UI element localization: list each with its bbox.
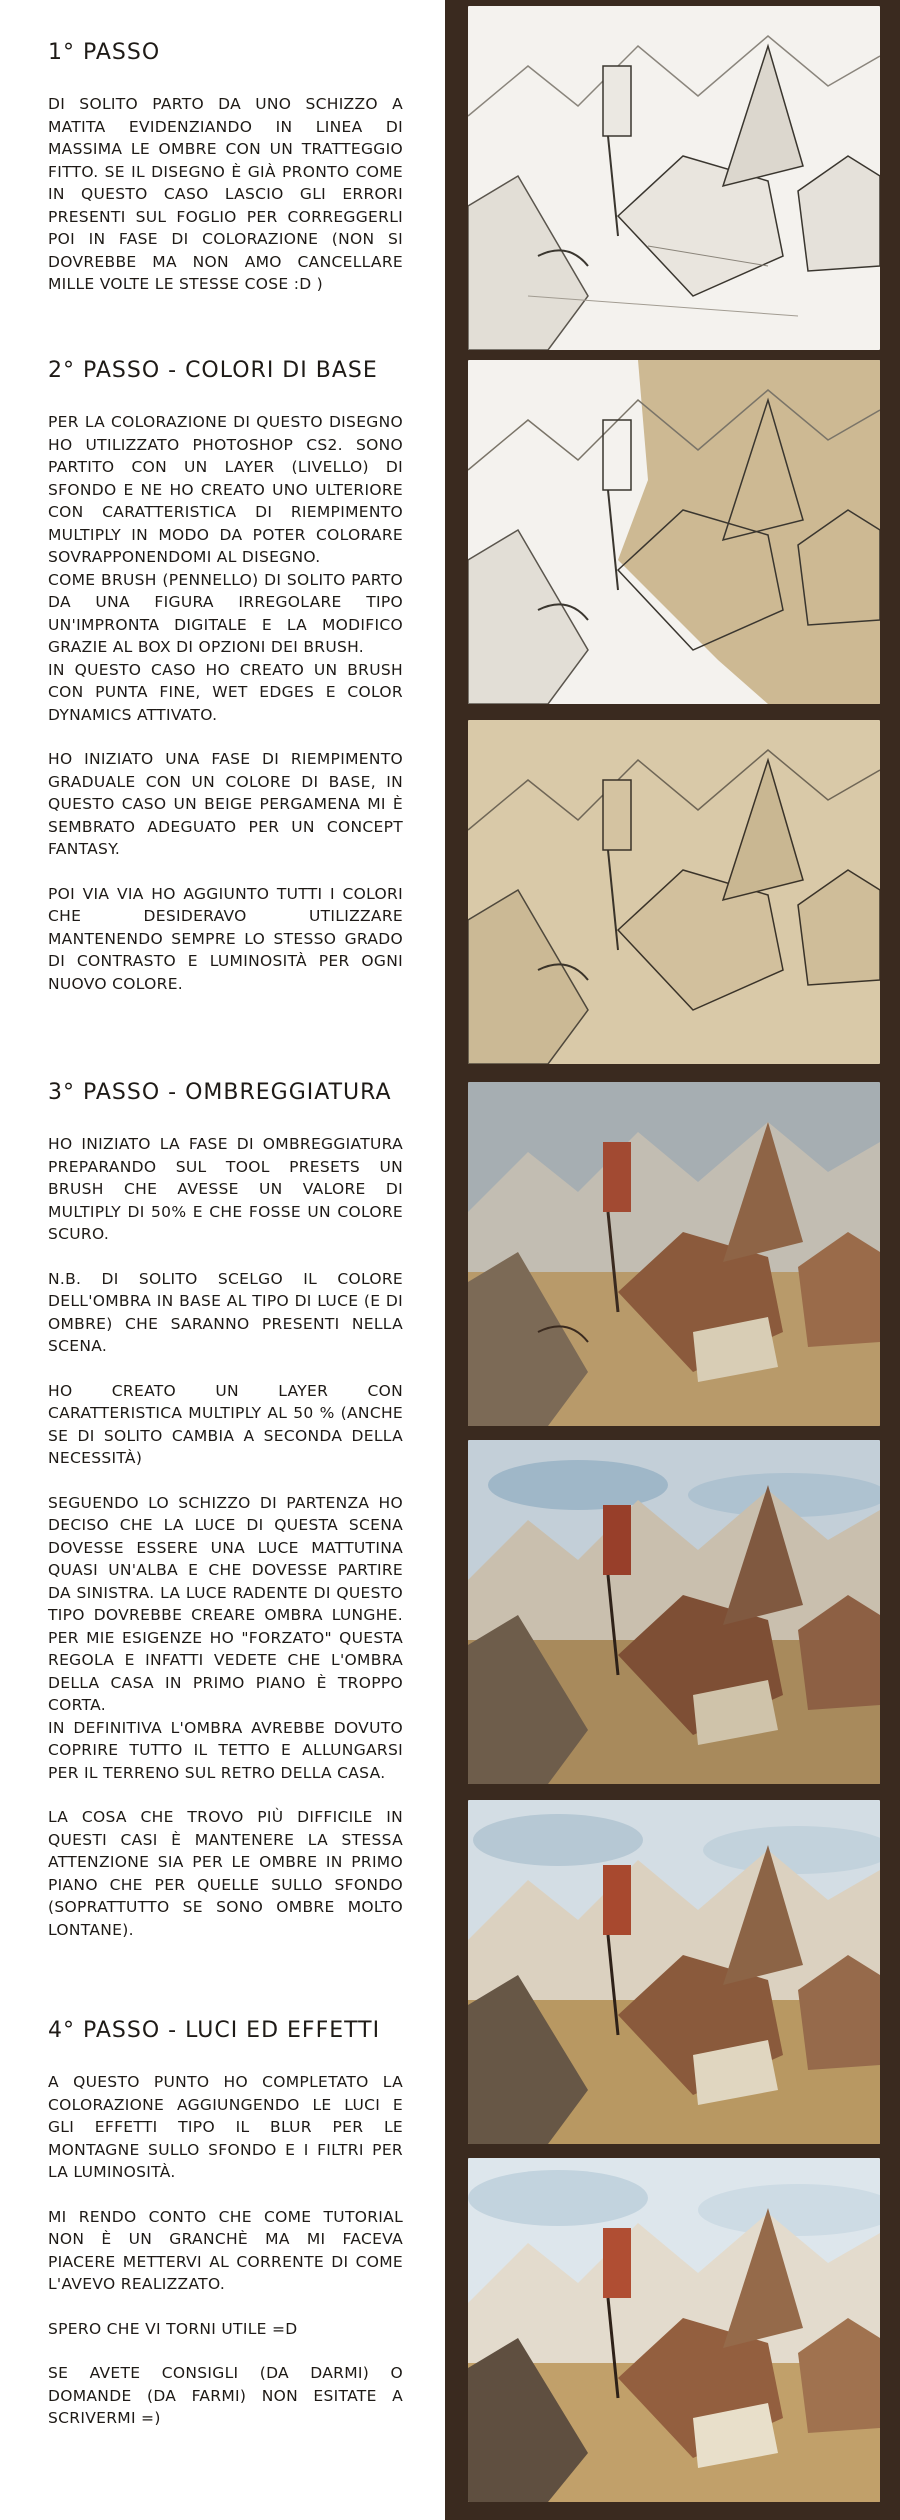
section-paragraph: LA COSA CHE TROVO PIÙ DIFFICILE IN QUESTI CASI È MANTENERE LA STESSA ATTENZIONE SIA PER LE OMBRE IN PRIMO PIANO CHE PER QUELLE SULLO SFONDO (SOPRATTUTTO SE SONO OMBRE MOLTO LONTANE). (48, 1808, 403, 1939)
progress-image-column (445, 0, 900, 2520)
section-paragraph: PER LA COLORAZIONE DI QUESTO DISEGNO HO UTILIZZATO PHOTOSHOP CS2. SONO PARTITO CON UN LAYER (LIVELLO) DI SFONDO E NE HO CREATO UNO ULTERIORE CON CARATTERISTICA DI RIEMPIMENTO MULTIPLY IN MODO DA POTER COLORARE SOVRAPPONENDOMI AL DISEGNO. COME BRUSH (PENNELLO) DI SOLITO PARTO DA UNA FIGURA IRREGOLARE TIPO UN'IMPRONTA DIGITALE E LA MODIFICO GRAZIE AL BOX DI OPZIONI DEI BRUSH. IN QUESTO CASO HO CREATO UN BRUSH CON PUNTA FINE, WET EDGES E COLOR DYNAMICS ATTIVATO. (48, 413, 403, 724)
section-paragraph: SPERO CHE VI TORNI UTILE =D (48, 2319, 298, 2338)
lighting-illustration (468, 1800, 880, 2144)
section-paragraph: N.B. DI SOLITO SCELGO IL COLORE DELL'OMBRA IN BASE AL TIPO DI LUCE (E DI OMBRE) CHE SARANNO PRESENTI NELLA SCENA. (48, 1269, 403, 1355)
section-step-4 (48, 2018, 403, 2452)
step-image-sketch (468, 6, 880, 350)
step-image-base-colour-full (468, 720, 880, 1064)
base-colour-illustration (468, 360, 880, 704)
section-heading: 2° PASSO - COLORI DI BASE (48, 358, 378, 383)
section-step-1 (48, 40, 403, 318)
section-paragraph: HO CREATO UN LAYER CON CARATTERISTICA MULTIPLY AL 50 % (ANCHE SE DI SOLITO CAMBIA A SECONDA DELLA NECESSITÀ) (48, 1381, 403, 1467)
section-step-3 (48, 1080, 403, 1963)
step-image-shading-progress (468, 1440, 880, 1784)
section-paragraph: SE AVETE CONSIGLI (DA DARMI) O DOMANDE (DA FARMI) NON ESITATE A SCRIVERMI =) (48, 2364, 403, 2427)
section-paragraph: DI SOLITO PARTO DA UNO SCHIZZO A MATITA EVIDENZIANDO IN LINEA DI MASSIMA LE OMBRE CON UN TRATTEGGIO FITTO. SE IL DISEGNO È GIÀ PRONTO COME IN QUESTO CASO LASCIO GLI ERRORI PRESENTI SUL FOGLIO PER CORREGGERLI POI IN FASE DI COLORAZIONE (NON SI DOVREBBE MA NON AMO CANCELLARE MILLE VOLTE LE STESSE COSE :D ) (48, 95, 403, 293)
step-image-shading-start (468, 1082, 880, 1426)
section-paragraph: HO INIZIATO UNA FASE DI RIEMPIMENTO GRADUALE CON UN COLORE DI BASE, IN QUESTO CASO UN BEIGE PERGAMENA MI È SEMBRATO ADEGUATO PER UN CONCEPT FANTASY. (48, 750, 403, 858)
final-illustration (468, 2158, 880, 2502)
section-paragraph: POI VIA VIA HO AGGIUNTO TUTTI I COLORI CHE DESIDERAVO UTILIZZARE MANTENENDO SEMPRE LO STESSO GRADO DI CONTRASTO E LUMINOSITÀ PER OGNI NUOVO COLORE. (48, 884, 403, 993)
section-heading: 1° PASSO (48, 40, 161, 65)
section-heading: 4° PASSO - LUCI ED EFFETTI (48, 2018, 381, 2043)
section-paragraph: MI RENDO CONTO CHE COME TUTORIAL NON È UN GRANCHÈ MA MI FACEVA PIACERE METTERVI AL CORRENTE DI COME L'AVEVO REALIZZATO. (48, 2207, 403, 2293)
section-paragraph: SEGUENDO LO SCHIZZO DI PARTENZA HO DECISO CHE LA LUCE DI QUESTA SCENA DOVESSE ESSERE UNA LUCE MATTUTINA QUASI UN'ALBA E CHE DOVESSE PARTIRE DA SINISTRA. LA LUCE RADENTE DI QUESTO TIPO DOVREBBE CREARE OMBRA LUNGHE. PER MIE ESIGENZE HO "FORZATO" QUESTA REGOLA E INFATTI VEDETE CHE L'OMBRA DELLA CASA IN PRIMO PIANO È TROPPO CORTA. IN DEFINITIVA L'OMBRA AVREBBE DOVUTO COPRIRE TUTTO IL TETTO E ALLUNGARSI PER IL TERRENO SUL RETRO DELLA CASA. (48, 1493, 403, 1782)
shading-start-illustration (468, 1082, 880, 1426)
section-paragraph: HO INIZIATO LA FASE DI OMBREGGIATURA PREPARANDO SUL TOOL PRESETS UN BRUSH CHE AVESSE UN VALORE DI MULTIPLY DI 50% E CHE FOSSE UN COLORE SCURO. (48, 1135, 403, 1243)
sketch-illustration (468, 6, 880, 350)
section-paragraph: A QUESTO PUNTO HO COMPLETATO LA COLORAZIONE AGGIUNGENDO LE LUCI E GLI EFFETTI TIPO IL BLUR PER LE MONTAGNE SULLO SFONDO E I FILTRI PER LA LUMINOSITÀ. (48, 2073, 403, 2181)
shading-progress-illustration (468, 1440, 880, 1784)
step-image-lighting (468, 1800, 880, 2144)
tutorial-text-column (0, 0, 445, 2520)
section-step-2 (48, 358, 403, 1017)
step-image-final (468, 2158, 880, 2502)
parchment-fill-illustration (468, 720, 880, 1064)
step-image-base-colour-start (468, 360, 880, 704)
section-heading: 3° PASSO - OMBREGGIATURA (48, 1080, 392, 1105)
